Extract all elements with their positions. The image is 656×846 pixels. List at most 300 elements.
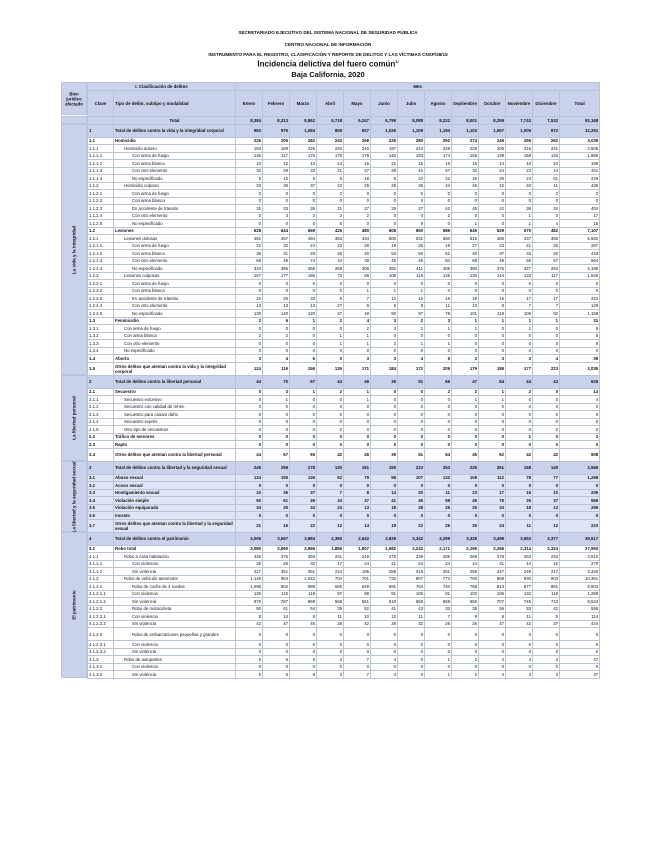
row-description: Incesto [114,512,236,520]
month-value: 445 [236,553,263,561]
month-value: 659 [425,598,452,606]
month-value: 0 [452,287,479,295]
row-clave: 4.1.2.3.1 [88,641,114,649]
month-value: 57 [533,257,560,265]
row-description: Otros delitos que atentan contra la libertad personal [114,448,236,461]
month-value: 0 [479,325,506,333]
month-value: 53 [371,250,398,258]
month-value: 0 [479,663,506,671]
month-value: 233 [533,553,560,561]
row-total-value: 569 [560,497,600,505]
month-value: 21 [371,160,398,168]
month-value: 0 [506,403,533,411]
month-value: 0 [533,280,560,288]
month-value: 50 [398,250,425,258]
month-value: 1 [317,332,344,340]
month-value: 339 [398,553,425,561]
month-value: 2 [371,340,398,348]
month-value: 0 [371,190,398,198]
month-value: 376 [263,553,290,561]
month-value: 42 [533,605,560,613]
row-total-value: 7,107 [560,227,600,235]
row-total-value: 558 [560,605,600,613]
month-value: 0 [263,190,290,198]
month-value: 3 [317,671,344,679]
month-value: 66 [344,272,371,280]
month-value: 174 [425,152,452,160]
month-value: 151 [344,461,371,474]
month-value: 78 [506,474,533,482]
month-value: 0 [263,482,290,490]
month-value: 0 [506,287,533,295]
bien-group-label: El patrimonio [71,590,77,620]
total-row [88,117,600,125]
month-value: 177 [263,272,290,280]
month-value: 27 [452,242,479,250]
month-value: 665 [317,583,344,591]
month-value: 773 [425,575,452,583]
month-value: 1 [371,287,398,295]
row-clave: 1.1.1.4 [88,175,114,183]
table-row [88,160,600,168]
month-value: 707 [479,598,506,606]
row-total-value: 1,269 [560,590,600,598]
month-value: 0 [236,325,263,333]
month-value: 0 [452,433,479,441]
month-value: 0 [398,190,425,198]
month-value: 8 [479,613,506,621]
month-value: 56 [506,257,533,265]
row-clave: 4.1.2.2 [88,605,114,613]
month-value: 156 [290,362,317,375]
month-value: 0 [425,287,452,295]
month-value: 24 [479,167,506,175]
month-value: 46 [398,497,425,505]
row-description: Acoso sexual [114,482,236,490]
month-value: 0 [506,418,533,426]
month-value: 279 [371,553,398,561]
month-value: 43 [533,375,560,388]
month-value: 0 [263,512,290,520]
month-value: 0 [317,280,344,288]
month-value: 120 [290,310,317,318]
row-clave: 1.3 [88,317,114,325]
row-clave: 3.7 [88,519,114,532]
month-value: 13 [263,302,290,310]
month-value: 136 [290,474,317,482]
month-value: 61 [263,497,290,505]
table-row [88,190,600,198]
month-value: 0 [452,628,479,641]
month-value: 3 [533,671,560,679]
month-value: 132 [425,474,452,482]
month-value: 28 [317,250,344,258]
month-value: 2,390 [317,532,344,545]
month-value: 23 [506,167,533,175]
month-value: 14 [506,560,533,568]
month-value: 79 [344,474,371,482]
month-value: 1 [533,317,560,325]
month-value: 0 [344,418,371,426]
month-value: 2,171 [425,545,452,553]
month-value: 253 [425,461,452,474]
month-value: 53 [506,605,533,613]
month-value: 10 [344,613,371,621]
month-value: 0 [533,340,560,348]
month-value: 3,884 [290,532,317,545]
month-value: 8,222 [425,117,452,125]
table-row [88,426,600,434]
month-value: 1 [344,332,371,340]
table-row [88,433,600,441]
month-value: 31 [479,560,506,568]
month-value: 0 [479,433,506,441]
month-value: 8,384 [236,117,263,125]
title-text: Incidencia delictiva del fuero común [257,59,396,69]
table-row [88,197,600,205]
month-value: 46 [452,182,479,190]
month-value: 807 [398,575,425,583]
month-value: 8 [236,613,263,621]
row-description: Con violencia [114,560,236,568]
row-clave: 1.2.2.5 [88,310,114,318]
month-value: 55 [479,605,506,613]
month-value: 0 [236,347,263,355]
month-value: 0 [236,433,263,441]
month-value: 78 [425,310,452,318]
month-value: 36 [263,489,290,497]
table-row [88,235,600,243]
month-value: 81 [425,590,452,598]
month-value: 2 [236,212,263,220]
month-value: 0 [398,347,425,355]
row-clave: 1.1.2.5 [88,220,114,228]
month-value: 0 [236,482,263,490]
month-value: 461 [236,235,263,243]
table-row [88,641,600,649]
row-description: Con violencia [114,590,236,598]
month-value: 0 [290,347,317,355]
month-value: 44 [236,448,263,461]
month-value: 45 [452,448,479,461]
month-value: 1 [425,340,452,348]
month-value: 18 [371,504,398,512]
month-value: 3,080 [236,545,263,553]
row-description: Con arma de fuego [114,190,236,198]
month-header: Enero [236,91,263,117]
month-value: 1 [344,340,371,348]
bien-header: Bien jurídico afectado [65,91,83,106]
month-value: 0 [479,648,506,656]
month-value: 245 [479,137,506,145]
month-value: 40 [344,250,371,258]
month-value: 13 [290,160,317,168]
table-row [88,590,600,598]
month-value: 1 [344,287,371,295]
month-value: 140 [371,152,398,160]
month-value: 560 [425,235,452,243]
month-value: 0 [533,332,560,340]
month-value: 0 [317,441,344,449]
month-value: 0 [290,512,317,520]
month-value: 158 [506,152,533,160]
month-value: 743 [533,598,560,606]
month-value: 930 [506,575,533,583]
row-clave: 3.1 [88,474,114,482]
month-value: 40 [506,182,533,190]
month-value: 0 [344,411,371,419]
month-value: 4 [371,671,398,679]
month-value: 133 [506,272,533,280]
month-value: 34 [290,504,317,512]
month-value: 0 [290,482,317,490]
month-value: 12 [371,295,398,303]
row-clave: 4.1.3.2 [88,671,114,679]
month-value: 46 [344,375,371,388]
month-value: 42 [506,620,533,628]
month-value: 66 [236,257,263,265]
month-value: 9 [344,302,371,310]
month-value: 47 [479,620,506,628]
row-clave: 1.3.3 [88,340,114,348]
month-value: 0 [263,411,290,419]
month-value: 0 [290,287,317,295]
month-value: 37 [317,310,344,318]
agency-line: SECRETARIADO EJECUTIVO DEL SISTEMA NACIONAL DE SEGURIDAD PÚBLICA [238,30,418,35]
month-value: 165 [452,152,479,160]
month-value: 0 [425,396,452,404]
row-total-value: 4 [560,396,600,404]
month-value: 0 [479,628,506,641]
row-total-value: 0 [560,347,600,355]
month-value: 39 [371,448,398,461]
month-value: 8 [371,175,398,183]
month-value: 226 [452,461,479,474]
month-value: 11 [506,519,533,532]
row-description: Homicidio culposo [114,182,236,190]
month-value: 0 [533,418,560,426]
month-value: 225 [290,145,317,153]
row-description: Robo a casa habitación [114,553,236,561]
month-value: 14 [452,560,479,568]
month-value: 0 [290,190,317,198]
title-footnote: 1/ [395,59,399,64]
month-value: 0 [290,340,317,348]
month-value: 243 [317,137,344,145]
month-value: 1 [290,388,317,396]
month-value: 2,966 [290,545,317,553]
month-value: 1 [344,388,371,396]
table-row [88,613,600,621]
month-value: 42 [344,620,371,628]
month-value: 33 [506,250,533,258]
month-value: 134 [236,474,263,482]
month-value: 149 [533,461,560,474]
month-value: 23 [452,489,479,497]
month-value: 43 [398,605,425,613]
month-value: 758 [452,583,479,591]
month-value: 3 [425,317,452,325]
month-value: 90 [371,310,398,318]
month-value: 380 [452,265,479,273]
month-value: 9 [290,175,317,183]
month-value: 205 [263,137,290,145]
month-value: 269 [344,137,371,145]
month-value: 42 [479,182,506,190]
month-value: 9 [317,295,344,303]
table-row [88,583,600,591]
table-row [88,663,600,671]
month-value: 0 [452,482,479,490]
month-value: 0 [290,197,317,205]
month-value: 2 [317,317,344,325]
month-value: 81 [371,590,398,598]
month-value: 0 [290,280,317,288]
month-value: 21 [317,205,344,213]
month-value: 691 [371,583,398,591]
table-row [88,519,600,532]
row-total-value: 664 [560,257,600,265]
row-total-value: 14 [560,388,600,396]
month-value: 0 [236,280,263,288]
row-description: Secuestro exprés [114,418,236,426]
row-total-value: 92,168 [560,117,600,125]
row-clave: 2.1.4 [88,418,114,426]
month-value: 0 [533,663,560,671]
month-value: 0 [344,197,371,205]
month-value: 0 [533,197,560,205]
month-value: 0 [479,441,506,449]
row-description: Con otro elemento [114,340,236,348]
month-value: 0 [398,656,425,664]
row-description: Secuestro extorsivo [114,396,236,404]
month-value: 61 [533,175,560,183]
month-value: 45 [452,205,479,213]
month-value: 0 [506,190,533,198]
month-value: 0 [371,212,398,220]
row-clave: 1.2.1 [88,235,114,243]
month-value: 97 [398,310,425,318]
month-value: 0 [371,197,398,205]
month-value: 0 [425,190,452,198]
month-value: 298 [263,461,290,474]
row-description: Abuso sexual [114,474,236,482]
row-total-value: 3 [560,433,600,441]
month-value: 392 [371,265,398,273]
row-description: Sin violencia [114,671,236,679]
row-description: Robo de vehículo automotor [114,575,236,583]
month-value: 0 [398,482,425,490]
month-value: 108 [452,474,479,482]
month-value: 0 [371,648,398,656]
month-value: 274 [452,137,479,145]
row-total-value: 5,582 [560,235,600,243]
month-value: 0 [344,433,371,441]
month-value: 292 [425,137,452,145]
month-value: 8 [479,302,506,310]
month-value: 26 [425,620,452,628]
row-total-value: 2,035 [560,362,600,375]
month-value: 31 [263,250,290,258]
row-clave: 4.1.1.1 [88,560,114,568]
month-value: 4,006 [236,532,263,545]
month-value: 8 [290,613,317,621]
month-value: 68 [452,257,479,265]
month-value: 28 [263,167,290,175]
table-row [88,205,600,213]
month-value: 0 [317,355,344,363]
month-value: 0 [425,482,452,490]
month-value: 0 [425,403,452,411]
month-value: 125 [236,590,263,598]
table-row [88,648,600,656]
table-row [88,362,600,375]
month-value: 13 [533,504,560,512]
row-total-value: 3,340 [560,568,600,576]
month-header: Noviembre [506,91,533,117]
month-value: 1,145 [236,575,263,583]
month-value: 8,088 [398,117,425,125]
month-value: 0 [236,628,263,641]
month-value: 2 [398,317,425,325]
month-value: 649 [344,583,371,591]
month-value: 0 [479,220,506,228]
month-value: 0 [479,212,506,220]
row-clave: 2.2 [88,433,114,441]
month-value: 0 [371,418,398,426]
row-total-value: 0 [560,411,600,419]
month-value: 29 [371,620,398,628]
month-value: 0 [533,347,560,355]
month-value: 51 [398,375,425,388]
month-value: 0 [263,197,290,205]
month-value: 9 [290,656,317,664]
month-value: 0 [236,340,263,348]
month-value: 5 [236,175,263,183]
month-value: 15 [398,160,425,168]
month-value: 171 [344,362,371,375]
month-value: 2 [506,388,533,396]
month-value: 0 [479,347,506,355]
month-value: 50 [236,605,263,613]
row-total-value: 2,566 [560,461,600,474]
month-value: 0 [452,332,479,340]
month-value: 686 [425,227,452,235]
row-description: Con arma de fuego [114,280,236,288]
month-value: 22 [425,175,452,183]
month-value: 7 [533,302,560,310]
month-value: 34 [533,205,560,213]
row-total-value: 129 [560,302,600,310]
month-value: 32 [398,620,425,628]
row-description: Robo total [114,545,236,553]
month-value: 3 [344,355,371,363]
month-value: 10 [533,160,560,168]
month-value: 0 [425,220,452,228]
month-value: 0 [533,433,560,441]
month-value: 0 [263,287,290,295]
month-value: 1 [506,220,533,228]
month-value: 223 [398,461,425,474]
month-value: 29 [344,182,371,190]
month-value: 27 [344,205,371,213]
row-total-value: 9,803 [560,583,600,591]
month-value: 247 [479,568,506,576]
row-total-value: 0 [560,482,600,490]
month-value: 144 [479,272,506,280]
month-value: 22 [398,175,425,183]
month-value: 2,195 [452,545,479,553]
